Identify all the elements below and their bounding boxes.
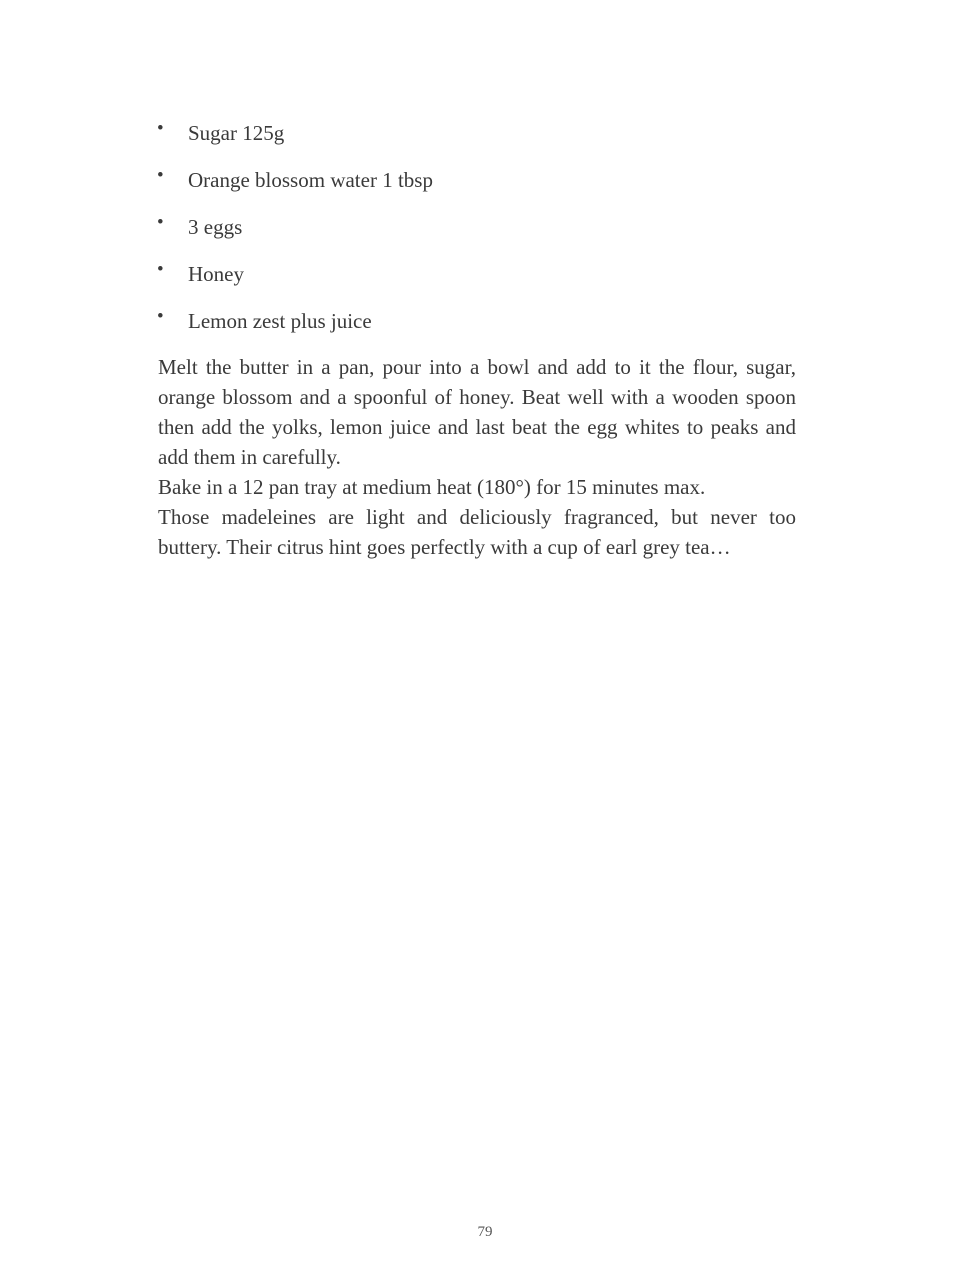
ingredient-item	[157, 306, 797, 353]
bullet-icon: •	[157, 165, 164, 186]
ingredient-text: 3 eggs	[188, 215, 243, 239]
bullet-icon: •	[157, 118, 164, 139]
method-paragraph: Melt the butter in a pan, pour into a bowl and add to it the flour, sugar, orange blossom and a spoonful of honey. Beat well with a wooden spoon then add the yolks, lemon juice and last beat the egg whites to peaks and add them in carefully.	[158, 355, 796, 469]
bullet-icon: •	[157, 259, 164, 280]
ingredient-text: Lemon zest plus juice	[188, 309, 372, 333]
ingredient-text: Orange blossom water 1 tbsp	[188, 168, 433, 192]
ingredient-item	[157, 118, 797, 165]
ingredient-text: Sugar 125g	[188, 121, 285, 145]
ingredient-item	[157, 259, 797, 306]
ingredient-text: Honey	[188, 262, 244, 286]
ingredient-item	[157, 212, 797, 259]
recipe-instructions	[158, 352, 796, 562]
ingredient-item	[157, 165, 797, 212]
baking-paragraph: Bake in a 12 pan tray at medium heat (180°) for 15 minutes max.	[158, 475, 706, 499]
page-number: 79	[477, 1224, 493, 1240]
bullet-icon: •	[157, 306, 164, 327]
bullet-icon: •	[157, 212, 164, 233]
ingredient-list	[157, 118, 797, 353]
description-paragraph: Those madeleines are light and deliciously fragranced, but never too buttery. Their citrus hint goes perfectly with a cup of earl grey tea…	[158, 505, 796, 559]
